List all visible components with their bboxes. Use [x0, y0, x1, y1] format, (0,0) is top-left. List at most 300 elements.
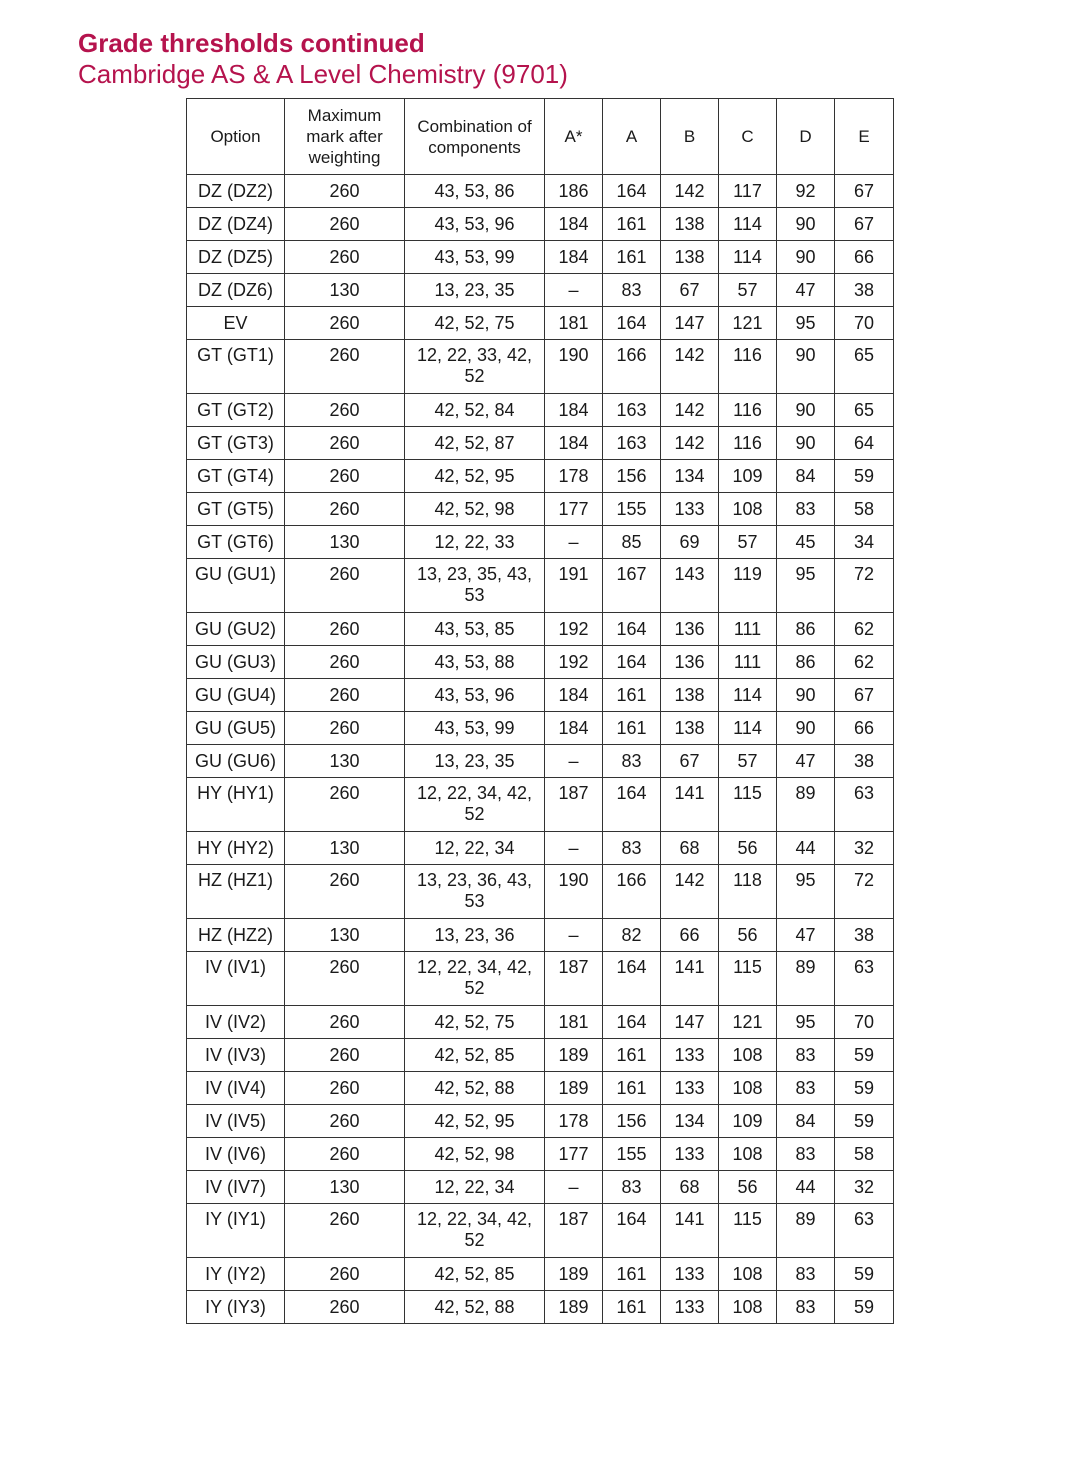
table-cell-col-a-star: 184: [545, 394, 603, 427]
table-cell-col-d: 90: [777, 340, 835, 394]
table-cell-col-b: 142: [661, 427, 719, 460]
table-cell-col-components: 43, 53, 88: [405, 646, 545, 679]
table-cell-col-a-star: 184: [545, 427, 603, 460]
table-cell-col-components: 13, 23, 36: [405, 919, 545, 952]
table-cell-col-a: 83: [603, 1171, 661, 1204]
table-cell-col-a-star: 192: [545, 646, 603, 679]
table-row: [187, 712, 894, 745]
table-cell-col-components: 42, 52, 87: [405, 427, 545, 460]
table-cell-col-max-mark: 260: [285, 559, 405, 613]
table-row: [187, 1072, 894, 1105]
table-row: [187, 1258, 894, 1291]
table-cell-col-option: IV (IV7): [187, 1171, 285, 1204]
table-cell-col-d: 89: [777, 778, 835, 832]
table-cell-col-e: 63: [835, 1204, 894, 1258]
table-cell-col-option: GU (GU1): [187, 559, 285, 613]
table-cell-col-d: 83: [777, 1039, 835, 1072]
table-cell-col-b: 69: [661, 526, 719, 559]
table-cell-col-option: IV (IV2): [187, 1006, 285, 1039]
table-cell-col-a: 164: [603, 952, 661, 1006]
table-body: [187, 175, 894, 1324]
table-cell-col-components: 12, 22, 34: [405, 832, 545, 865]
table-cell-col-b: 133: [661, 493, 719, 526]
table-cell-col-c: 57: [719, 526, 777, 559]
table-cell-col-e: 58: [835, 493, 894, 526]
table-cell-col-option: GT (GT6): [187, 526, 285, 559]
table-cell-col-option: EV: [187, 307, 285, 340]
table-cell-col-option: IY (IY3): [187, 1291, 285, 1324]
table-cell-col-max-mark: 130: [285, 274, 405, 307]
table-row: [187, 1204, 894, 1258]
table-cell-col-option: GT (GT4): [187, 460, 285, 493]
table-cell-col-d: 90: [777, 712, 835, 745]
table-row: [187, 778, 894, 832]
table-header-row: [187, 99, 894, 175]
table-cell-col-a: 161: [603, 712, 661, 745]
table-cell-col-d: 83: [777, 1138, 835, 1171]
table-cell-col-components: 12, 22, 34: [405, 1171, 545, 1204]
table-cell-col-c: 114: [719, 241, 777, 274]
table-cell-col-components: 42, 52, 98: [405, 493, 545, 526]
table-cell-col-d: 83: [777, 493, 835, 526]
table-cell-col-a: 161: [603, 1258, 661, 1291]
table-cell-col-components: 42, 52, 75: [405, 1006, 545, 1039]
table-cell-col-d: 89: [777, 1204, 835, 1258]
table-cell-col-max-mark: 260: [285, 613, 405, 646]
table-cell-col-e: 58: [835, 1138, 894, 1171]
table-cell-col-b: 138: [661, 679, 719, 712]
table-cell-col-max-mark: 260: [285, 712, 405, 745]
table-cell-col-c: 57: [719, 274, 777, 307]
table-cell-col-max-mark: 130: [285, 745, 405, 778]
table-cell-col-a-star: 178: [545, 1105, 603, 1138]
table-cell-col-b: 136: [661, 646, 719, 679]
table-cell-col-c: 108: [719, 1258, 777, 1291]
table-cell-col-max-mark: 260: [285, 679, 405, 712]
table-cell-col-max-mark: 260: [285, 865, 405, 919]
table-cell-col-e: 62: [835, 613, 894, 646]
table-cell-col-option: DZ (DZ4): [187, 208, 285, 241]
table-cell-col-c: 108: [719, 1291, 777, 1324]
table-cell-col-d: 90: [777, 394, 835, 427]
table-cell-col-a-star: 192: [545, 613, 603, 646]
table-cell-col-components: 13, 23, 36, 43, 53: [405, 865, 545, 919]
table-cell-col-e: 38: [835, 919, 894, 952]
table-cell-col-b: 136: [661, 613, 719, 646]
table-cell-col-e: 59: [835, 1039, 894, 1072]
table-cell-col-b: 68: [661, 1171, 719, 1204]
column-header-col-a-star: A*: [545, 99, 603, 175]
column-header-col-e: E: [835, 99, 894, 175]
table-row: [187, 646, 894, 679]
table-cell-col-b: 138: [661, 712, 719, 745]
table-cell-col-max-mark: 260: [285, 175, 405, 208]
table-cell-col-b: 134: [661, 460, 719, 493]
table-cell-col-e: 67: [835, 208, 894, 241]
table-row: [187, 175, 894, 208]
table-cell-col-b: 133: [661, 1072, 719, 1105]
table-cell-col-max-mark: 260: [285, 778, 405, 832]
table-cell-col-b: 142: [661, 394, 719, 427]
table-row: [187, 1291, 894, 1324]
table-cell-col-e: 66: [835, 712, 894, 745]
table-cell-col-d: 95: [777, 559, 835, 613]
table-cell-col-max-mark: 260: [285, 1105, 405, 1138]
table-cell-col-a: 164: [603, 307, 661, 340]
table-cell-col-b: 143: [661, 559, 719, 613]
table-cell-col-e: 63: [835, 778, 894, 832]
table-cell-col-c: 56: [719, 919, 777, 952]
table-cell-col-c: 56: [719, 1171, 777, 1204]
table-row: [187, 208, 894, 241]
table-cell-col-option: IV (IV6): [187, 1138, 285, 1171]
table-row: [187, 559, 894, 613]
table-cell-col-max-mark: 260: [285, 952, 405, 1006]
table-cell-col-components: 12, 22, 34, 42, 52: [405, 1204, 545, 1258]
table-row: [187, 493, 894, 526]
table-cell-col-b: 138: [661, 241, 719, 274]
table-cell-col-max-mark: 130: [285, 1171, 405, 1204]
table-cell-col-a-star: –: [545, 832, 603, 865]
table-row: [187, 274, 894, 307]
table-cell-col-option: DZ (DZ2): [187, 175, 285, 208]
table-row: [187, 613, 894, 646]
table-cell-col-e: 72: [835, 559, 894, 613]
column-header-col-components: Combination of components: [405, 99, 545, 175]
column-header-col-d: D: [777, 99, 835, 175]
table-cell-col-e: 38: [835, 745, 894, 778]
table-cell-col-e: 59: [835, 1258, 894, 1291]
table-cell-col-a-star: 189: [545, 1039, 603, 1072]
table-cell-col-c: 115: [719, 1204, 777, 1258]
table-row: [187, 679, 894, 712]
table-cell-col-b: 147: [661, 307, 719, 340]
table-cell-col-a: 167: [603, 559, 661, 613]
table-cell-col-components: 13, 23, 35: [405, 745, 545, 778]
table-cell-col-c: 114: [719, 208, 777, 241]
table-cell-col-d: 44: [777, 832, 835, 865]
table-cell-col-a: 161: [603, 679, 661, 712]
table-cell-col-a-star: 190: [545, 340, 603, 394]
table-cell-col-a: 161: [603, 241, 661, 274]
table-cell-col-c: 118: [719, 865, 777, 919]
table-cell-col-components: 43, 53, 96: [405, 679, 545, 712]
table-cell-col-c: 111: [719, 613, 777, 646]
table-cell-col-b: 133: [661, 1039, 719, 1072]
table-cell-col-d: 45: [777, 526, 835, 559]
table-cell-col-a: 166: [603, 340, 661, 394]
table-cell-col-components: 12, 22, 33: [405, 526, 545, 559]
table-cell-col-c: 108: [719, 1072, 777, 1105]
table-cell-col-a: 161: [603, 1291, 661, 1324]
table-cell-col-c: 111: [719, 646, 777, 679]
table-cell-col-a: 164: [603, 613, 661, 646]
table-cell-col-b: 142: [661, 340, 719, 394]
table-cell-col-c: 115: [719, 952, 777, 1006]
table-cell-col-d: 92: [777, 175, 835, 208]
table-cell-col-a: 155: [603, 1138, 661, 1171]
table-cell-col-a-star: 189: [545, 1291, 603, 1324]
table-cell-col-c: 108: [719, 493, 777, 526]
table-cell-col-option: GU (GU4): [187, 679, 285, 712]
table-cell-col-a: 164: [603, 778, 661, 832]
table-cell-col-a-star: 184: [545, 241, 603, 274]
table-cell-col-option: HZ (HZ1): [187, 865, 285, 919]
table-cell-col-a-star: 181: [545, 1006, 603, 1039]
table-cell-col-e: 72: [835, 865, 894, 919]
table-cell-col-d: 83: [777, 1291, 835, 1324]
table-cell-col-a: 83: [603, 745, 661, 778]
table-cell-col-d: 47: [777, 919, 835, 952]
table-cell-col-a-star: –: [545, 919, 603, 952]
table-cell-col-b: 68: [661, 832, 719, 865]
table-cell-col-e: 70: [835, 1006, 894, 1039]
column-header-col-option: Option: [187, 99, 285, 175]
table-cell-col-a: 155: [603, 493, 661, 526]
table-cell-col-e: 62: [835, 646, 894, 679]
table-cell-col-option: HZ (HZ2): [187, 919, 285, 952]
table-cell-col-e: 38: [835, 274, 894, 307]
table-row: [187, 307, 894, 340]
table-row: [187, 241, 894, 274]
table-cell-col-max-mark: 260: [285, 427, 405, 460]
table-cell-col-max-mark: 260: [285, 1039, 405, 1072]
table-cell-col-option: GT (GT2): [187, 394, 285, 427]
table-cell-col-e: 34: [835, 526, 894, 559]
grade-thresholds-table: [186, 98, 894, 1324]
table-cell-col-d: 86: [777, 613, 835, 646]
table-cell-col-d: 47: [777, 274, 835, 307]
table-cell-col-components: 42, 52, 88: [405, 1291, 545, 1324]
table-cell-col-c: 108: [719, 1138, 777, 1171]
table-cell-col-components: 12, 22, 34, 42, 52: [405, 952, 545, 1006]
table-cell-col-a-star: –: [545, 526, 603, 559]
table-cell-col-e: 59: [835, 1072, 894, 1105]
table-cell-col-components: 42, 52, 84: [405, 394, 545, 427]
table-row: [187, 1138, 894, 1171]
table-cell-col-d: 44: [777, 1171, 835, 1204]
table-row: [187, 832, 894, 865]
table-cell-col-components: 13, 23, 35: [405, 274, 545, 307]
table-cell-col-a-star: 187: [545, 1204, 603, 1258]
table-cell-col-b: 141: [661, 1204, 719, 1258]
table-cell-col-c: 108: [719, 1039, 777, 1072]
table-cell-col-a-star: 189: [545, 1072, 603, 1105]
table-cell-col-c: 109: [719, 1105, 777, 1138]
table-cell-col-components: 42, 52, 95: [405, 1105, 545, 1138]
table-cell-col-option: IY (IY1): [187, 1204, 285, 1258]
table-cell-col-c: 115: [719, 778, 777, 832]
table-cell-col-c: 114: [719, 679, 777, 712]
table-cell-col-components: 43, 53, 96: [405, 208, 545, 241]
table-cell-col-d: 84: [777, 1105, 835, 1138]
table-cell-col-d: 90: [777, 427, 835, 460]
table-cell-col-c: 119: [719, 559, 777, 613]
table-cell-col-components: 42, 52, 85: [405, 1258, 545, 1291]
table-cell-col-option: GT (GT3): [187, 427, 285, 460]
table-cell-col-b: 133: [661, 1291, 719, 1324]
table-cell-col-c: 121: [719, 307, 777, 340]
table-cell-col-b: 142: [661, 865, 719, 919]
table-cell-col-e: 70: [835, 307, 894, 340]
table-cell-col-e: 32: [835, 832, 894, 865]
table-cell-col-d: 83: [777, 1258, 835, 1291]
table-cell-col-b: 142: [661, 175, 719, 208]
table-cell-col-a: 164: [603, 175, 661, 208]
table-cell-col-option: HY (HY1): [187, 778, 285, 832]
table-cell-col-a-star: –: [545, 274, 603, 307]
table-cell-col-c: 57: [719, 745, 777, 778]
table-cell-col-max-mark: 260: [285, 1258, 405, 1291]
table-cell-col-e: 66: [835, 241, 894, 274]
table-cell-col-a: 164: [603, 1006, 661, 1039]
column-header-col-b: B: [661, 99, 719, 175]
table-cell-col-a-star: 189: [545, 1258, 603, 1291]
table-cell-col-components: 12, 22, 34, 42, 52: [405, 778, 545, 832]
table-cell-col-a: 161: [603, 1072, 661, 1105]
table-cell-col-c: 117: [719, 175, 777, 208]
table-cell-col-b: 67: [661, 274, 719, 307]
table-cell-col-b: 138: [661, 208, 719, 241]
table-cell-col-option: GU (GU2): [187, 613, 285, 646]
table-cell-col-max-mark: 260: [285, 340, 405, 394]
table-cell-col-a: 164: [603, 646, 661, 679]
table-cell-col-a-star: 177: [545, 1138, 603, 1171]
table-cell-col-option: IV (IV4): [187, 1072, 285, 1105]
page-title: Grade thresholds continued: [78, 28, 425, 58]
table-cell-col-a: 85: [603, 526, 661, 559]
table-cell-col-b: 141: [661, 952, 719, 1006]
table-row: [187, 1171, 894, 1204]
table-cell-col-a: 161: [603, 1039, 661, 1072]
table-cell-col-components: 42, 52, 88: [405, 1072, 545, 1105]
table-row: [187, 427, 894, 460]
table-cell-col-option: GU (GU3): [187, 646, 285, 679]
table-cell-col-e: 64: [835, 427, 894, 460]
table-cell-col-d: 95: [777, 1006, 835, 1039]
table-cell-col-d: 89: [777, 952, 835, 1006]
table-cell-col-a-star: 191: [545, 559, 603, 613]
column-header-col-a: A: [603, 99, 661, 175]
table-cell-col-option: GU (GU6): [187, 745, 285, 778]
table-cell-col-max-mark: 260: [285, 241, 405, 274]
table-cell-col-e: 59: [835, 1291, 894, 1324]
table-cell-col-e: 67: [835, 679, 894, 712]
table-cell-col-d: 90: [777, 208, 835, 241]
table-cell-col-e: 67: [835, 175, 894, 208]
table-cell-col-c: 56: [719, 832, 777, 865]
table-cell-col-c: 109: [719, 460, 777, 493]
table-cell-col-components: 42, 52, 98: [405, 1138, 545, 1171]
table-cell-col-option: IV (IV3): [187, 1039, 285, 1072]
table-cell-col-e: 59: [835, 460, 894, 493]
table-cell-col-max-mark: 260: [285, 1072, 405, 1105]
table-cell-col-components: 42, 52, 85: [405, 1039, 545, 1072]
table-cell-col-max-mark: 260: [285, 493, 405, 526]
table-cell-col-max-mark: 130: [285, 526, 405, 559]
table-cell-col-components: 13, 23, 35, 43, 53: [405, 559, 545, 613]
table-cell-col-option: GT (GT5): [187, 493, 285, 526]
table-cell-col-c: 116: [719, 340, 777, 394]
table-cell-col-option: GT (GT1): [187, 340, 285, 394]
table-cell-col-a: 163: [603, 394, 661, 427]
table-cell-col-a: 83: [603, 832, 661, 865]
table-row: [187, 919, 894, 952]
table-cell-col-a-star: 187: [545, 778, 603, 832]
table-cell-col-c: 116: [719, 394, 777, 427]
table-cell-col-components: 43, 53, 99: [405, 241, 545, 274]
table-cell-col-b: 67: [661, 745, 719, 778]
table-cell-col-a: 156: [603, 1105, 661, 1138]
table-row: [187, 394, 894, 427]
table-cell-col-a: 82: [603, 919, 661, 952]
column-header-col-c: C: [719, 99, 777, 175]
table-cell-col-a: 166: [603, 865, 661, 919]
table-cell-col-option: IV (IV1): [187, 952, 285, 1006]
table-cell-col-option: HY (HY2): [187, 832, 285, 865]
table-row: [187, 1006, 894, 1039]
table-cell-col-components: 42, 52, 95: [405, 460, 545, 493]
table-cell-col-a-star: 178: [545, 460, 603, 493]
table-cell-col-d: 90: [777, 679, 835, 712]
table-cell-col-b: 147: [661, 1006, 719, 1039]
table-cell-col-a-star: 184: [545, 679, 603, 712]
table-cell-col-a: 161: [603, 208, 661, 241]
table-cell-col-components: 43, 53, 85: [405, 613, 545, 646]
page-subtitle: Cambridge AS & A Level Chemistry (9701): [78, 59, 568, 89]
table-cell-col-a-star: 184: [545, 712, 603, 745]
table-cell-col-max-mark: 260: [285, 1204, 405, 1258]
table-cell-col-c: 121: [719, 1006, 777, 1039]
table-cell-col-max-mark: 260: [285, 460, 405, 493]
table-cell-col-c: 114: [719, 712, 777, 745]
table-row: [187, 952, 894, 1006]
table-cell-col-b: 133: [661, 1138, 719, 1171]
table-cell-col-a-star: 181: [545, 307, 603, 340]
table-cell-col-b: 141: [661, 778, 719, 832]
table-cell-col-d: 95: [777, 865, 835, 919]
table-cell-col-max-mark: 260: [285, 394, 405, 427]
table-cell-col-a-star: 187: [545, 952, 603, 1006]
table-row: [187, 1105, 894, 1138]
table-cell-col-d: 83: [777, 1072, 835, 1105]
table-cell-col-option: IV (IV5): [187, 1105, 285, 1138]
table-cell-col-a-star: 184: [545, 208, 603, 241]
table-row: [187, 340, 894, 394]
table-row: [187, 1039, 894, 1072]
table-cell-col-max-mark: 260: [285, 307, 405, 340]
table-cell-col-e: 59: [835, 1105, 894, 1138]
table-cell-col-components: 43, 53, 99: [405, 712, 545, 745]
table-row: [187, 526, 894, 559]
table-cell-col-d: 47: [777, 745, 835, 778]
table-cell-col-a: 164: [603, 1204, 661, 1258]
table-cell-col-c: 116: [719, 427, 777, 460]
table-cell-col-components: 43, 53, 86: [405, 175, 545, 208]
table-cell-col-option: DZ (DZ5): [187, 241, 285, 274]
table-cell-col-a: 156: [603, 460, 661, 493]
table-cell-col-e: 63: [835, 952, 894, 1006]
table-cell-col-a: 163: [603, 427, 661, 460]
table-row: [187, 865, 894, 919]
table-cell-col-max-mark: 260: [285, 1291, 405, 1324]
table-cell-col-option: IY (IY2): [187, 1258, 285, 1291]
table-row: [187, 745, 894, 778]
table-cell-col-max-mark: 260: [285, 1138, 405, 1171]
table-cell-col-a-star: 186: [545, 175, 603, 208]
table-cell-col-b: 66: [661, 919, 719, 952]
table-cell-col-d: 90: [777, 241, 835, 274]
